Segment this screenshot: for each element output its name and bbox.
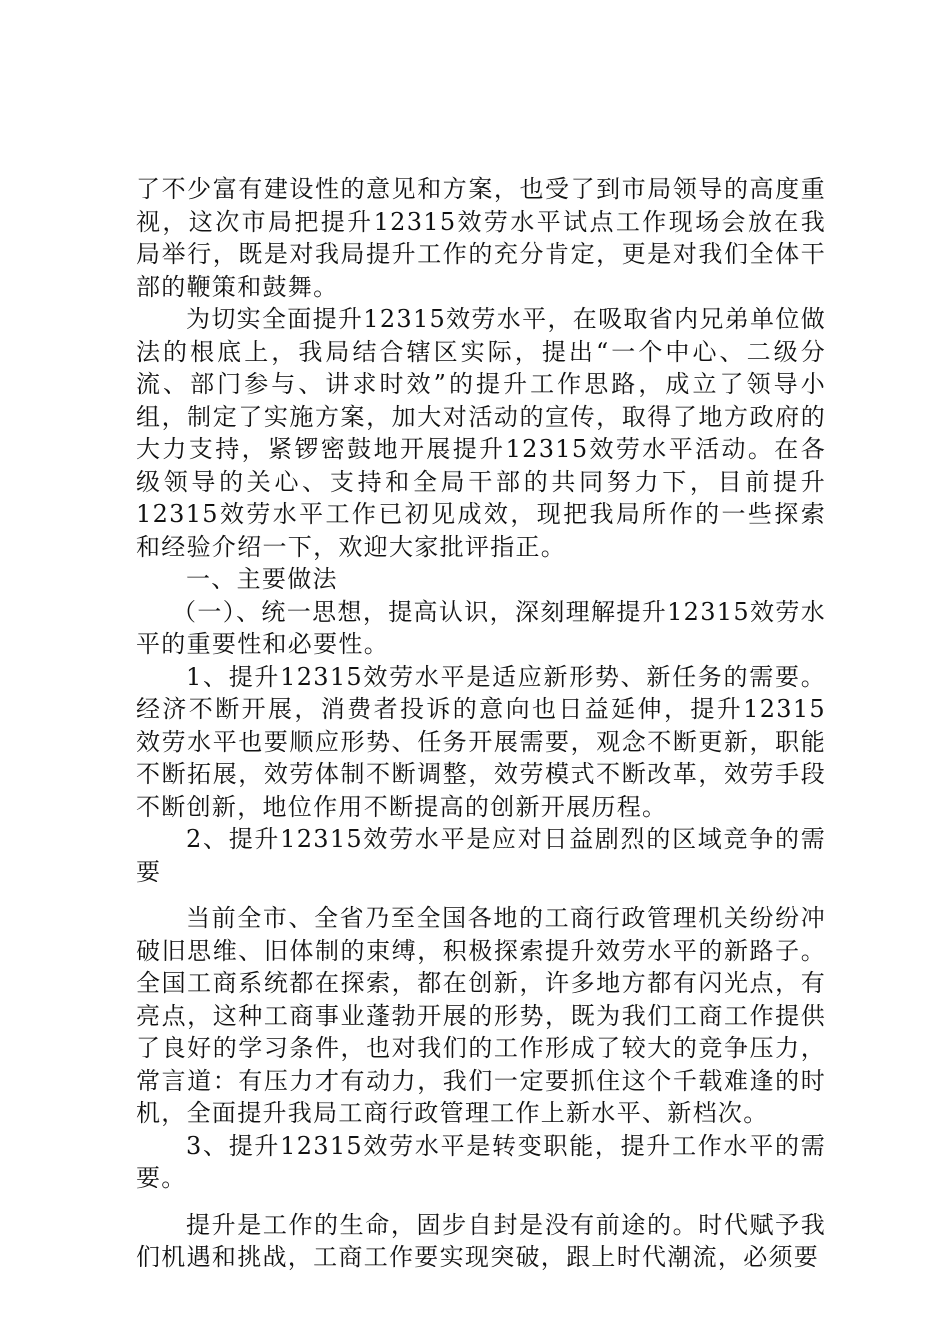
point-3-paragraph: 提升是工作的生命，固步自封是没有前途的。时代赋予我们机遇和挑战，工商工作要实现突破，跟上时代潮流，必须要 (136, 1210, 826, 1271)
paragraph-1: 了不少富有建设性的意见和方案，也受了到市局领导的高度重视，这次市局把提升12315效劳水平试点工作现场会放在我局举行，既是对我局提升工作的充分肯定，更是对我们全体干部的鞭策和鼓舞。 (136, 175, 826, 301)
point-2-paragraph: 当前全市、全省乃至全国各地的工商行政管理机关纷纷冲破旧思维、旧体制的束缚，积极探索提升效劳水平的新路子。全国工商系统都在探索，都在创新，许多地方都有闪光点，有亮点，这种工商事业蓬勃开展的形势，既为我们工商工作提供了良好的学习条件，也对我们的工作形成了较大的竞争压力，常言道：有压力才有动力，我们一定要抓住这个千载难逢的时机，全面提升我局工商行政管理工作上新水平、新档次。 (136, 904, 826, 1127)
point-2-heading: 2、提升12315效劳水平是应对日益剧烈的区域竞争的需要 (136, 825, 826, 886)
subsection-heading-1: （一）、统一思想，提高认识，深刻理解提升12315效劳水平的重要性和必要性。 (136, 597, 826, 658)
point-1-paragraph: 1、提升12315效劳水平是适应新形势、新任务的需要。经济不断开展，消费者投诉的意向也日益延伸，提升12315效劳水平也要顺应形势、任务开展需要，观念不断更新，职能不断拓展，效劳体制不断调整，效劳模式不断改革，效劳手段不断创新，地位作用不断提高的创新开展历程。 (136, 662, 826, 821)
paragraph-2: 为切实全面提升12315效劳水平，在吸取省内兄弟单位做法的根底上，我局结合辖区实际，提出“一个中心、二级分流、部门参与、讲求时效”的提升工作思路，成立了领导小组，制定了实施方案，加大对活动的宣传，取得了地方政府的大力支持，紧锣密鼓地开展提升12315效劳水平活动。在各级领导的关心、支持和全局干部的共同努力下，目前提升12315效劳水平工作已初见成效，现把我局所作的一些探索和经验介绍一下，欢迎大家批评指正。 (136, 305, 826, 561)
section-heading-main-practices: 一、主要做法 (186, 565, 338, 593)
point-3-heading: 3、提升12315效劳水平是转变职能，提升工作水平的需要。 (136, 1131, 826, 1192)
document-body (136, 173, 826, 1274)
